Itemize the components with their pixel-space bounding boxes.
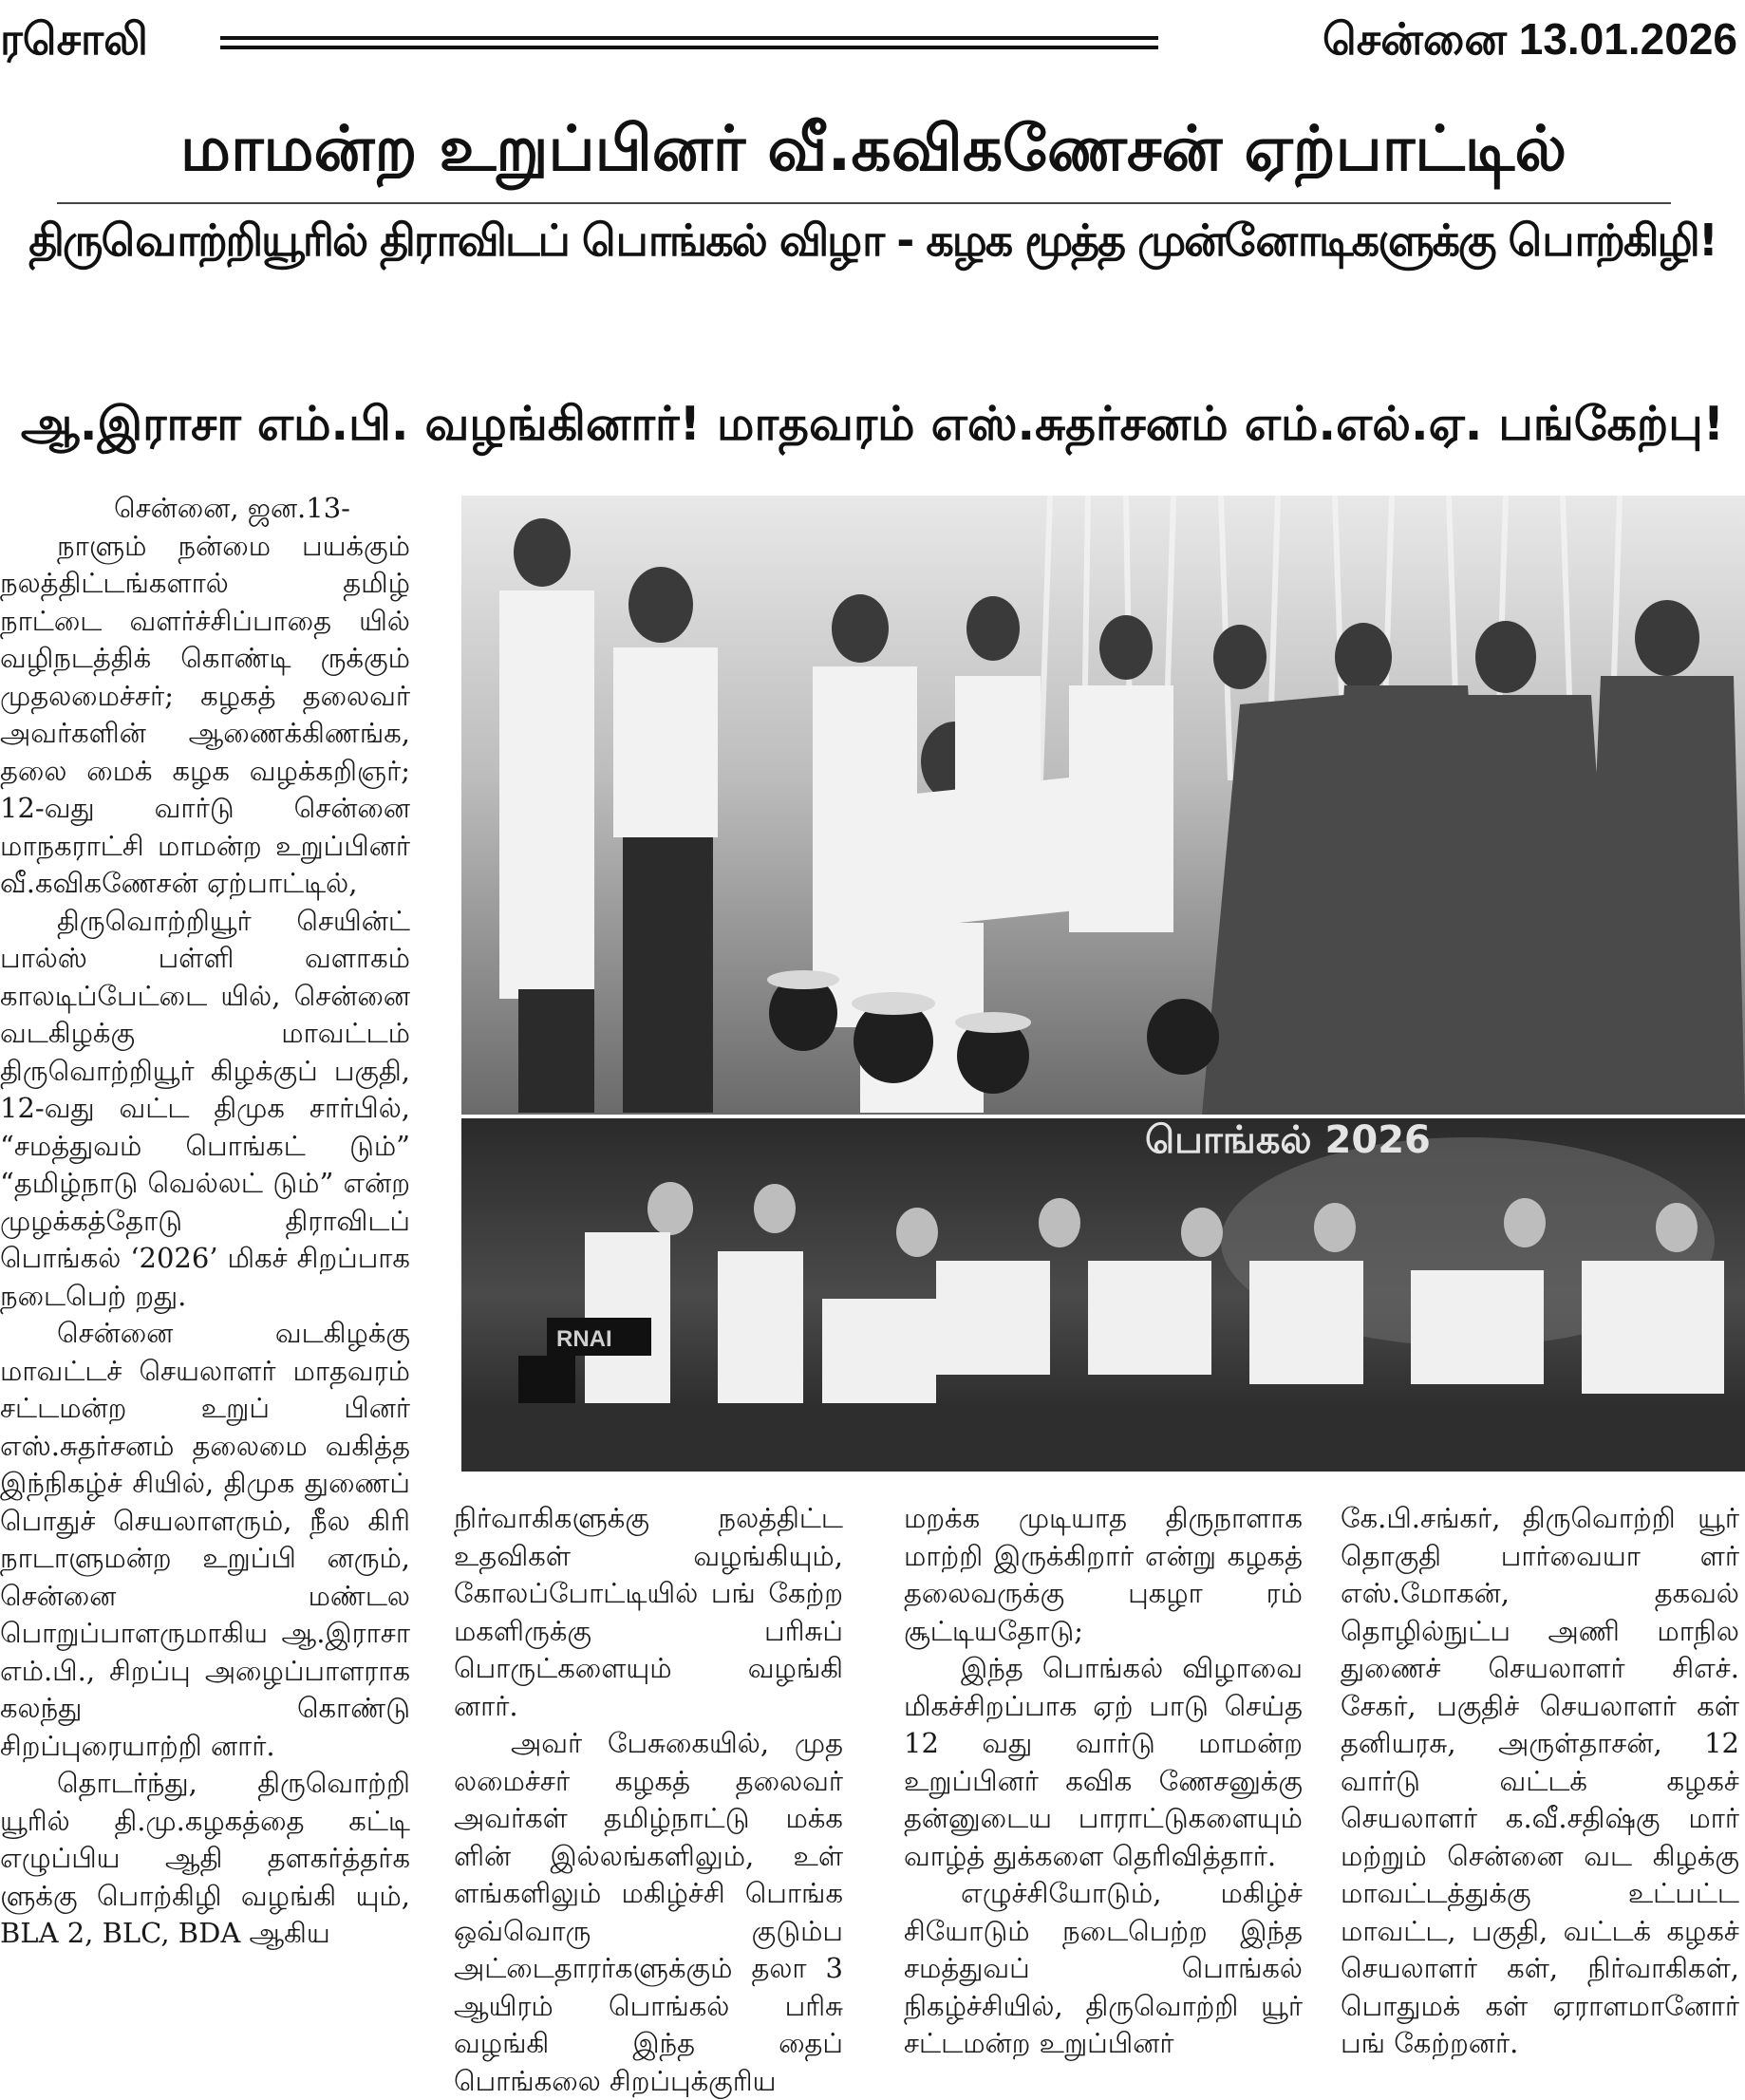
stage-event-photo [461,1118,1745,1472]
masthead [0,0,1745,87]
paragraph: இந்த பொங்கல் விழாவை மிகச்சிறப்பாக ஏற் பாடு செய்த 12 வது வார்டு மாமன்ற உறுப்பினர் கவிக ணேசனுக்கு தன்னுடைய பாராட்டுகளையும் வாழ்த் துக்களை தெரிவித்தார். [904,1652,1303,1872]
paragraph: தொடர்ந்து, திருவொற்றி யூரில் தி.மு.கழகத்தை கட்டி எழுப்பிய ஆதி தளகர்த்தர்க ளுக்கு பொற்கிழி வழங்கி யும், BLA 2, BLC, BDA ஆகிய [0,1767,410,1949]
paragraph: கே.பி.சங்கர், திருவொற்றி யூர் தொகுதி பார்வையா ளர் எஸ்.மோகன், தகவல் தொழில்நுட்ப அணி மாநில துணைச் செயலாளர் சிஎச். சேகர், பகுதிச் செயலாளர் கள் தனியரசு, அருள்தாசன், 12 வார்டு வட்டக் கழகச் செயலாளர் க.வீ.சதிஷ்கு மார் மற்றும் சென்னை வட கிழக்கு மாவட்டத்துக்கு உட்பட்ட மாவட்ட, பகுதி, வட்டக் கழகச் செயலாளர் கள், நிர்வாகிகள், பொதுமக் கள் ஏராளமானோர் பங் கேற்றனர். [1341,1502,1739,2059]
article-column-3 [904,1500,1303,2063]
paper-name: ரசொலி [0,13,148,65]
article-column-2 [454,1500,843,2100]
stage-banner-text: பொங்கல் 2026 [1145,1118,1431,1162]
article-column-1 [0,490,410,1953]
main-headline-text: திருவொற்றியூரில் திராவிடப் பொங்கல் விழா - கழக மூத்த முன்னோடிகளுக்கு பொற்கிழி! [28,215,1717,266]
kicker-divider [57,202,1671,204]
podium-sign-text: RNAI [556,1326,612,1352]
paragraph: எழுச்சியோடும், மகிழ்ச் சியோடும் நடைபெற்ற இந்த சமத்துவப் பொங்கல் நிகழ்ச்சியில், திருவொற்றி யூர் சட்டமன்ற உறுப்பினர் [904,1877,1303,2059]
paragraph: அவர் பேசுகையில், முத லமைச்சர் கழகத் தலைவர் அவர்கள் தமிழ்நாட்டு மக்க ளின் இல்லங்களிலும், உள் ளங்களிலும் மகிழ்ச்சி பொங்க ஒவ்வொரு குடும்ப அட்டைதாரர்களுக்கும் தலா 3 ஆயிரம் பொங்கல் பரிசு வழங்கி இந்த தைப் பொங்கலை சிறப்புக்குரிய [454,1727,843,2097]
article-column-4 [1341,1500,1739,2063]
main-headline [0,215,1745,272]
paragraph: நிர்வாகிகளுக்கு நலத்திட்ட உதவிகள் வழங்கியும், கோலப்போட்டியில் பங் கேற்ற மகளிருக்கு பரிசுப் பொருட்களையும் வழங்கி னார். [454,1502,843,1722]
kicker-headline: மாமன்ற உறுப்பினர் வீ.கவிகணேசன் ஏற்பாட்டில் [179,112,1567,185]
paragraph: திருவொற்றியூர் செயின்ட் பால்ஸ் பள்ளி வளாகம் காலடிப்பேட்டை யில், சென்னை வடகிழக்கு மாவட்டம் திருவொற்றியூர் கிழக்குப் பகுதி, 12-வது வட்ட திமுக சார்பில், “சமத்துவம் பொங்கட் டும்” “தமிழ்நாடு வெல்லட் டும்” என்ற முழக்கத்தோடு திராவிடப் பொங்கல் ‘2026’ மிகச் சிறப்பாக நடைபெற் றது. [0,904,410,1312]
sub-headline [0,397,1745,458]
pongal-ceremony-photo [461,496,1745,1115]
dateline: சென்னை 13.01.2026 [1322,14,1737,64]
sub-headline-text: ஆ.இராசா எம்.பி. வழங்கினார்! மாதவரம் எஸ்.சுதர்சனம் எம்.எல்.ஏ. பங்கேற்பு! [20,397,1725,451]
paragraph: நாளும் நன்மை பயக்கும் நலத்திட்டங்களால் தமிழ் நாட்டை வளர்ச்சிப்பாதை யில் வழிநடத்திக் கொண்டி ருக்கும் முதலமைச்சர்; கழகத் தலைவர் அவர்களின் ஆணைக்கிணங்க, தலை மைக் கழக வழக்கறிஞர்; 12-வது வார்டு சென்னை மாநகராட்சி மாமன்ற உறுப்பினர் வீ.கவிகணேசன் ஏற்பாட்டில், [0,529,410,899]
paragraph: சென்னை வடகிழக்கு மாவட்டச் செயலாளர் மாதவரம் சட்டமன்ற உறுப் பினர் எஸ்.சுதர்சனம் தலைமை வகித்த இந்நிகழ்ச் சியில், திமுக துணைப் பொதுச் செயலாளரும், நீல கிரி நாடாளுமன்ற உறுப்பி னரும், சென்னை மண்டல பொறுப்பாளருமாகிய ஆ.இராசா எம்.பி., சிறப்பு அழைப்பாளராக கலந்து கொண்டு சிறப்புரையாற்றி னார். [0,1317,410,1762]
dateline-paragraph: சென்னை, ஜன.13- [114,492,350,524]
paragraph: மறக்க முடியாத திருநாளாக மாற்றி இருக்கிறார் என்று கழகத் தலைவருக்கு புகழா ரம் சூட்டியதோடு; [904,1502,1303,1647]
masthead-rule [220,36,1158,49]
